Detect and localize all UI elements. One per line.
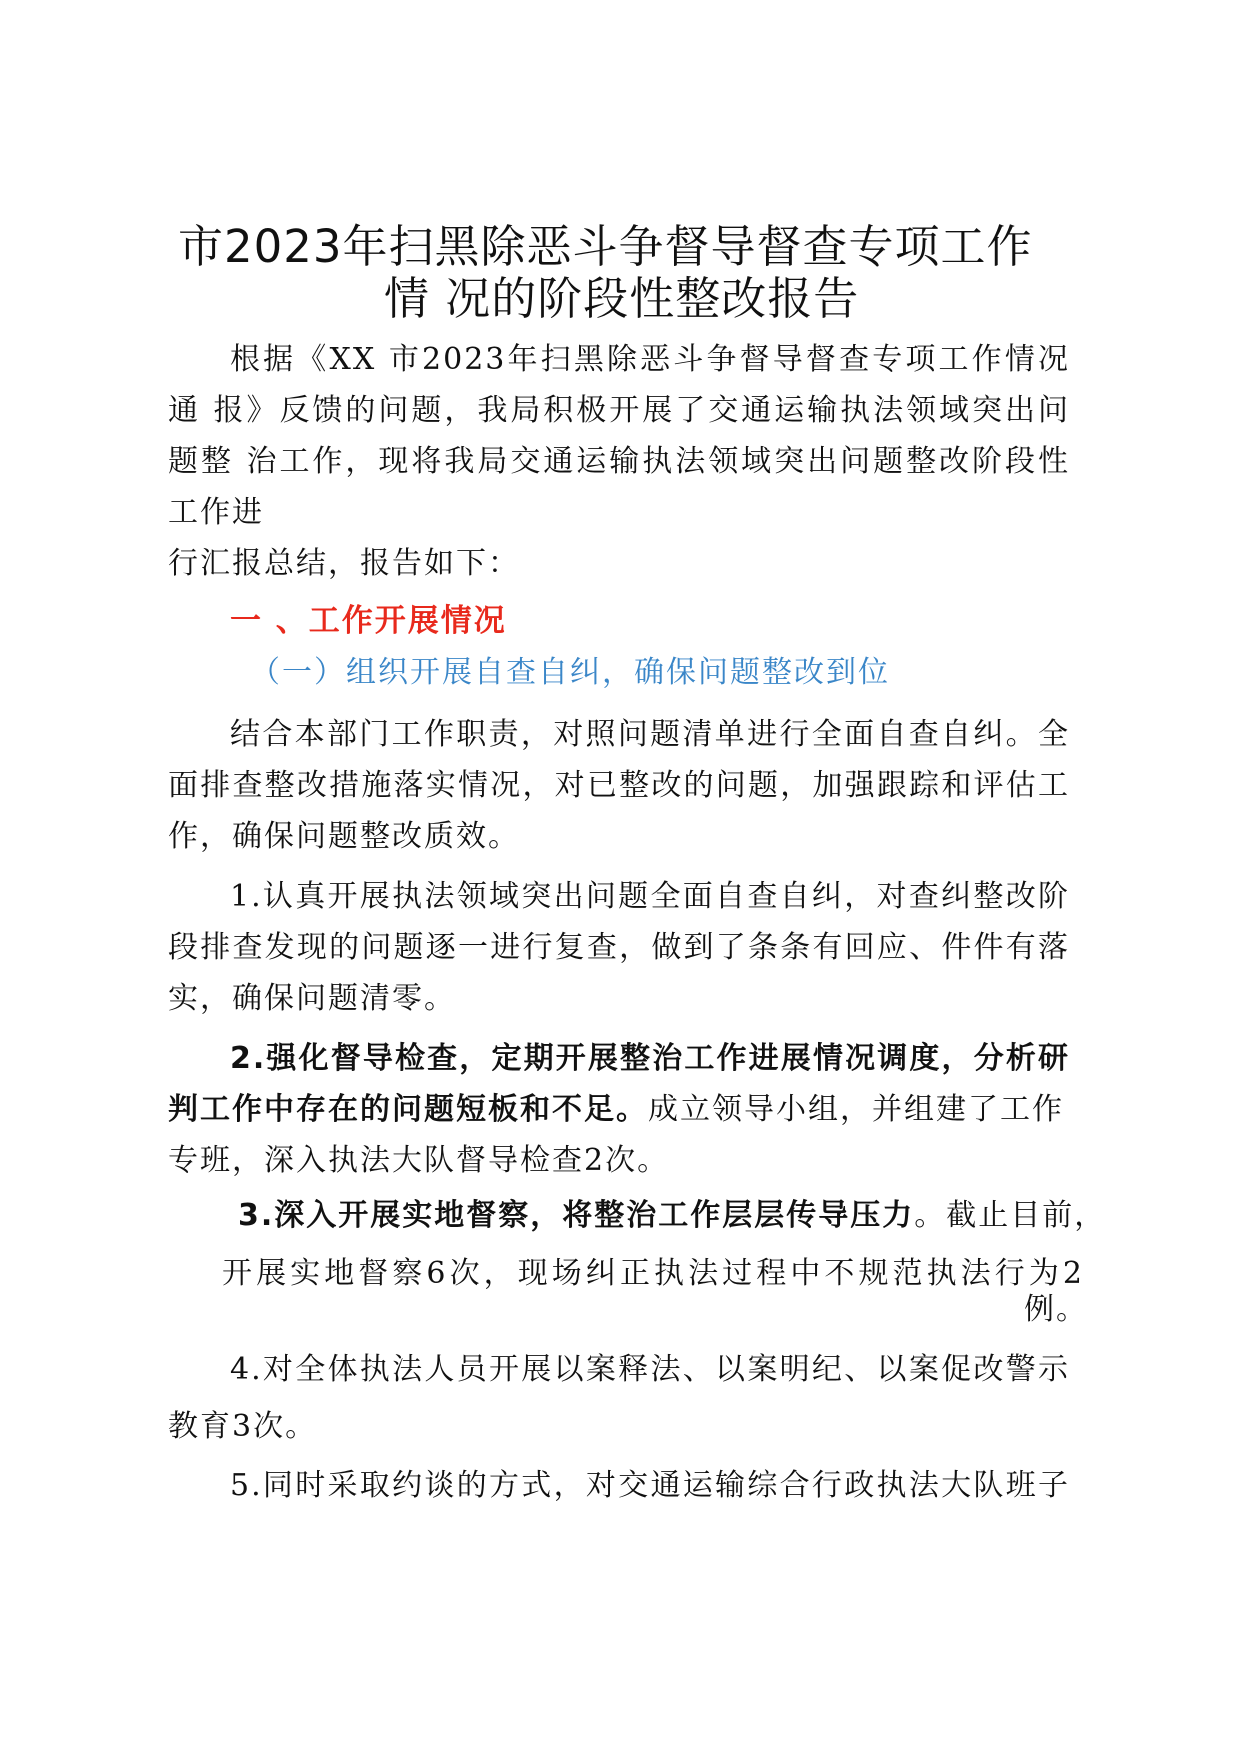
item2-line-2-normal: 成立领导小组，并组建了工作: [648, 1092, 1064, 1127]
intro-line-3: 题整 治工作，现将我局交通运输执法领域突出问题整改阶段性: [168, 444, 1070, 479]
intro-line-5: 行汇报总结，报告如下：: [168, 546, 520, 581]
item1-line-1: 1.认真开展执法领域突出问题全面自查自纠，对查纠整改阶: [230, 879, 1070, 914]
item2-line-2-bold: 判工作中存在的问题短板和不足。: [168, 1092, 648, 1127]
item4-line-2: 教育3次。: [168, 1409, 318, 1444]
item2-line-2: [168, 1090, 1064, 1130]
self-check-line-2: 面排查整改措施落实情况，对已整改的问题，加强跟踪和评估工: [168, 768, 1070, 803]
item2-line-3: 专班，深入执法大队督导检查2次。: [168, 1143, 670, 1178]
item3-line-1: [238, 1196, 1106, 1236]
item3-line-1-bold: 3.深入开展实地督察，将整治工作层层传导压力: [238, 1198, 915, 1233]
item1-line-2: 段排查发现的问题逐一进行复查，做到了条条有回应、件件有落: [168, 930, 1070, 965]
subsection-heading-self-check: （一）组织开展自查自纠，确保问题整改到位: [250, 655, 890, 690]
item1-line-3: 实，确保问题清零。: [168, 981, 456, 1016]
item2-line-1-bold: 2.强化督导检查，定期开展整治工作进展情况调度，分析研: [230, 1041, 1070, 1076]
document-title-line2: 情 况的阶段性整改报告: [384, 272, 860, 325]
self-check-line-3: 作，确保问题整改质效。: [168, 819, 520, 854]
intro-line-1: 根据《XX 市2023年扫黑除恶斗争督导督查专项工作情况: [230, 342, 1070, 377]
item3-line-1-normal: 。截止目前，: [914, 1198, 1107, 1233]
section-heading-work-progress: 一 、工作开展情况: [230, 603, 507, 639]
document-title-line1: 市2023年扫黑除恶斗争督导督查专项工作: [178, 220, 1033, 273]
item3-line-3: 例。: [1024, 1292, 1088, 1327]
self-check-line-1: 结合本部门工作职责，对照问题清单进行全面自查自纠。全: [230, 717, 1070, 752]
intro-line-4: 工作进: [168, 495, 264, 530]
intro-line-2: 通 报》反馈的问题，我局积极开展了交通运输执法领域突出问: [168, 393, 1070, 428]
item5-line-1: 5.同时采取约谈的方式，对交通运输综合行政执法大队班子: [230, 1468, 1070, 1503]
item3-line-2: 开展实地督察6次，现场纠正执法过程中不规范执法行为2: [222, 1256, 1084, 1291]
item4-line-1: 4.对全体执法人员开展以案释法、以案明纪、以案促改警示: [230, 1352, 1070, 1387]
